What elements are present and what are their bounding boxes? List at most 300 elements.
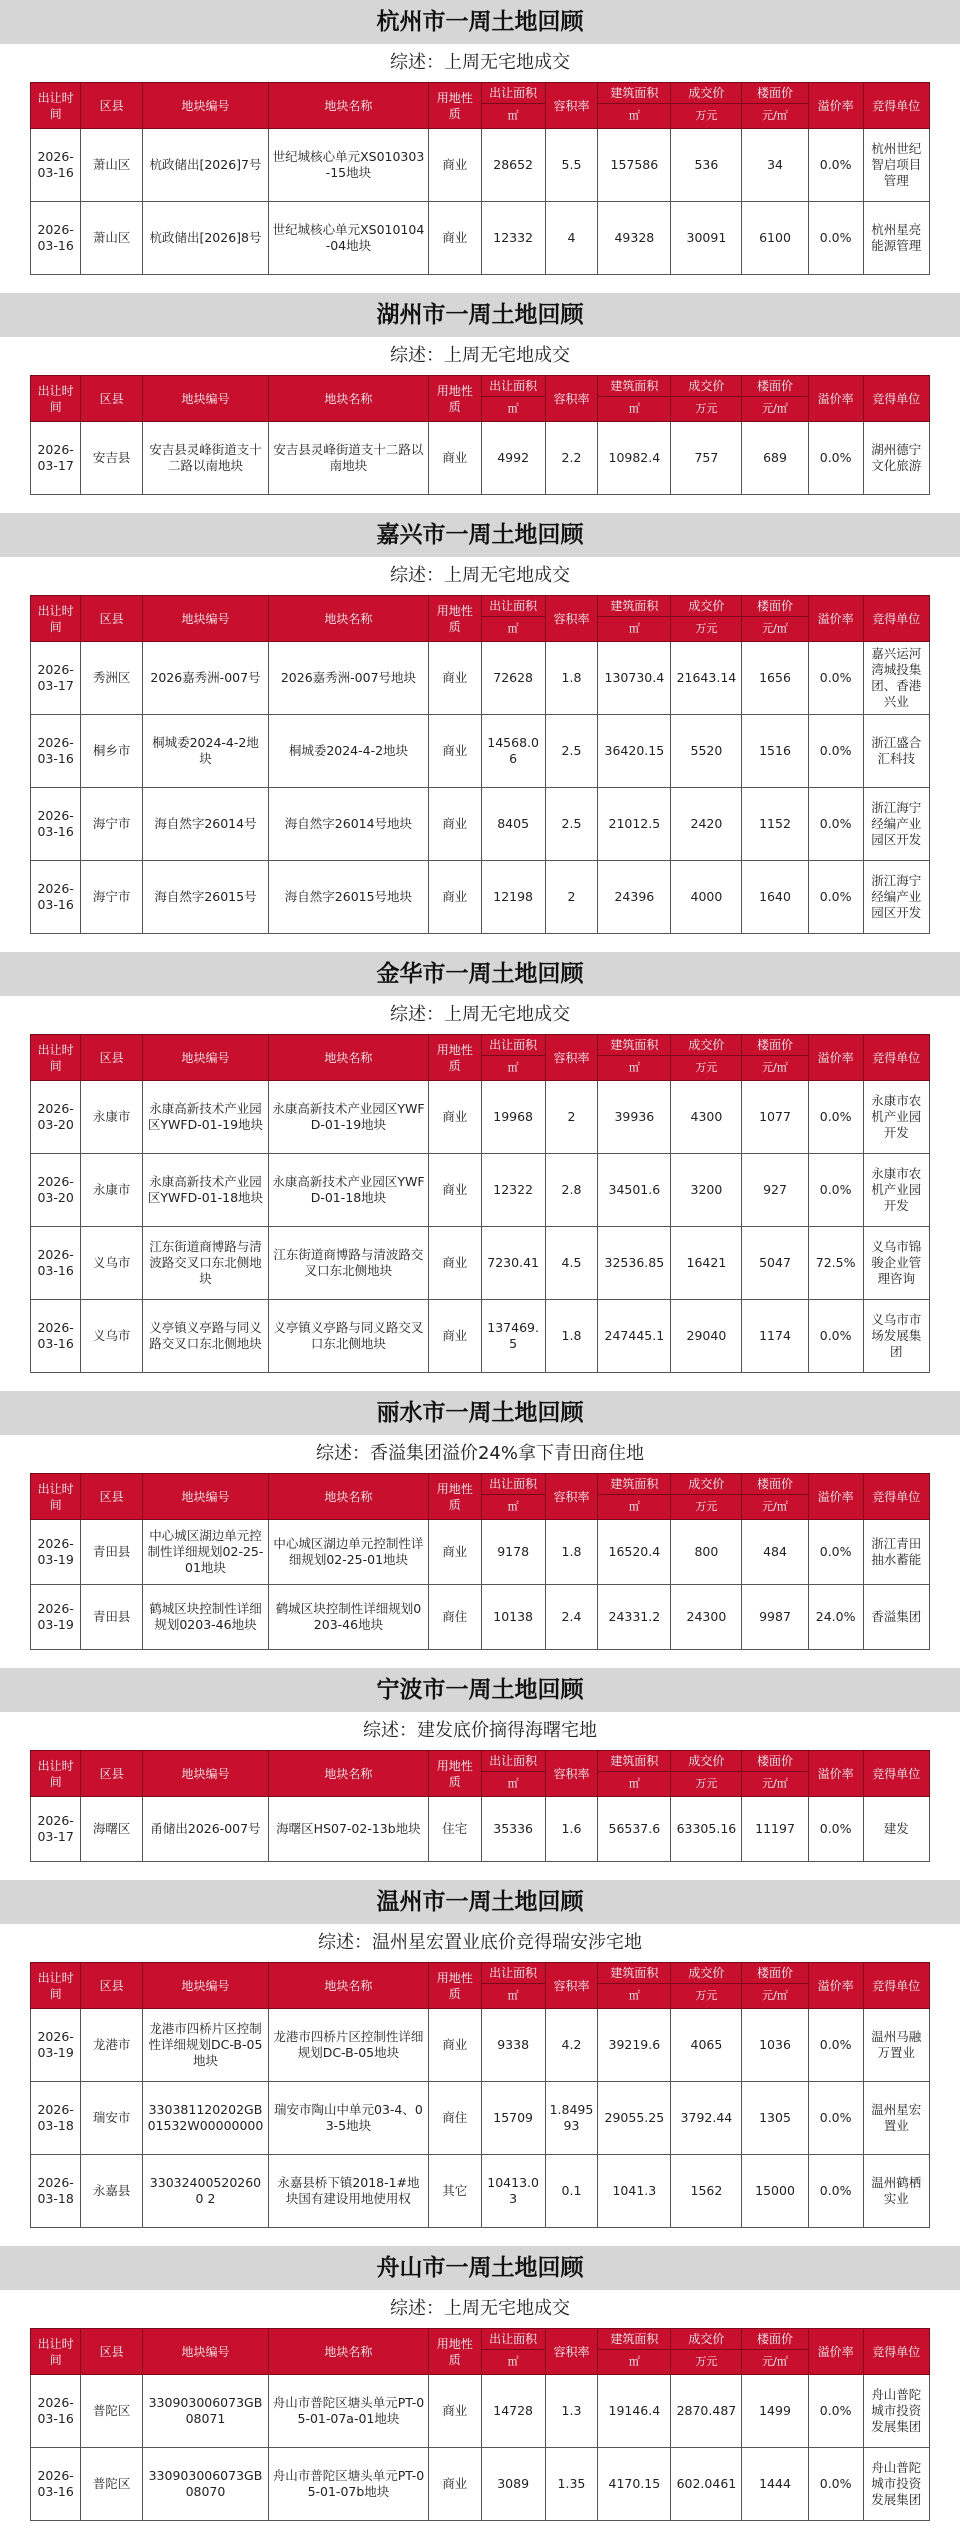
cell-price: 5520 <box>671 715 742 788</box>
cell-date: 2026-03-16 <box>31 715 81 788</box>
cell-far: 1.8 <box>545 642 598 715</box>
cell-date: 2026-03-16 <box>31 129 81 202</box>
cell-price: 757 <box>671 422 742 495</box>
cell-code: 桐城委2024-4-2地块 <box>143 715 269 788</box>
cell-floor: 6100 <box>742 202 808 275</box>
unit-header: ㎡ <box>481 2350 545 2375</box>
column-header-floor: 楼面价 <box>742 83 808 104</box>
table-row <box>31 1154 930 1227</box>
cell-use: 商业 <box>429 2448 482 2521</box>
cell-far: 1.849593 <box>545 2082 598 2155</box>
cell-premium: 0.0% <box>808 1797 863 1862</box>
cell-date: 2026-03-16 <box>31 788 81 861</box>
cell-floor: 15000 <box>742 2155 808 2228</box>
cell-floor: 1077 <box>742 1081 808 1154</box>
land-table <box>30 1750 930 1862</box>
cell-district: 秀洲区 <box>81 642 143 715</box>
cell-name: 永嘉县桥下镇2018-1#地块国有建设用地使用权 <box>268 2155 428 2228</box>
cell-use: 商业 <box>429 1227 482 1300</box>
column-header-winner: 竞得单位 <box>863 83 929 129</box>
cell-area: 35336 <box>481 1797 545 1862</box>
column-header-name: 地块名称 <box>268 1751 428 1797</box>
cell-use: 商业 <box>429 129 482 202</box>
column-header-date: 出让时间 <box>31 376 81 422</box>
cell-price: 29040 <box>671 1300 742 1373</box>
cell-winner: 义乌市锦骏企业管理咨询 <box>863 1227 929 1300</box>
cell-area: 10138 <box>481 1585 545 1650</box>
column-header-winner: 竞得单位 <box>863 1035 929 1081</box>
unit-header: ㎡ <box>481 1056 545 1081</box>
cell-area: 12332 <box>481 202 545 275</box>
unit-header: 元/㎡ <box>742 617 808 642</box>
cell-price: 3200 <box>671 1154 742 1227</box>
cell-name: 舟山市普陀区塘头单元PT-05-01-07a-01地块 <box>268 2375 428 2448</box>
unit-header: 万元 <box>671 1495 742 1520</box>
column-header-build: 建筑面积 <box>598 1474 671 1495</box>
city-section <box>0 952 960 1373</box>
cell-build: 36420.15 <box>598 715 671 788</box>
unit-header: ㎡ <box>481 1772 545 1797</box>
cell-name: 永康高新技术产业园区YWFD-01-19地块 <box>268 1081 428 1154</box>
cell-build: 24396 <box>598 861 671 934</box>
cell-district: 普陀区 <box>81 2375 143 2448</box>
cell-code: 杭政储出[2026]7号 <box>143 129 269 202</box>
cell-date: 2026-03-19 <box>31 1520 81 1585</box>
table-row <box>31 715 930 788</box>
cell-use: 商业 <box>429 2009 482 2082</box>
cell-winner: 温州星宏置业 <box>863 2082 929 2155</box>
cell-winner: 嘉兴运河湾城投集团、香港兴业 <box>863 642 929 715</box>
column-header-premium: 溢价率 <box>808 2329 863 2375</box>
unit-header: ㎡ <box>481 397 545 422</box>
cell-winner: 浙江海宁经编产业园区开发 <box>863 861 929 934</box>
column-header-far: 容积率 <box>545 596 598 642</box>
column-header-use: 用地性质 <box>429 1963 482 2009</box>
section-summary: 综述：上周无宅地成交 <box>390 52 570 73</box>
cell-district: 海宁市 <box>81 788 143 861</box>
cell-name: 舟山市普陀区塘头单元PT-05-01-07b地块 <box>268 2448 428 2521</box>
column-header-floor: 楼面价 <box>742 1474 808 1495</box>
cell-date: 2026-03-16 <box>31 2375 81 2448</box>
section-summary: 综述：香溢集团溢价24%拿下青田商住地 <box>315 1443 644 1464</box>
column-header-code: 地块编号 <box>143 83 269 129</box>
cell-area: 8405 <box>481 788 545 861</box>
unit-header: ㎡ <box>598 1984 671 2009</box>
cell-winner: 温州鹤栖实业 <box>863 2155 929 2228</box>
cell-date: 2026-03-16 <box>31 1300 81 1373</box>
cell-build: 34501.6 <box>598 1154 671 1227</box>
column-header-name: 地块名称 <box>268 1963 428 2009</box>
cell-name: 海自然字26014号地块 <box>268 788 428 861</box>
column-header-far: 容积率 <box>545 1963 598 2009</box>
cell-use: 商业 <box>429 642 482 715</box>
cell-district: 义乌市 <box>81 1300 143 1373</box>
cell-winner: 香溢集团 <box>863 1585 929 1650</box>
cell-area: 4992 <box>481 422 545 495</box>
cell-premium: 0.0% <box>808 642 863 715</box>
column-header-price: 成交价 <box>671 2329 742 2350</box>
column-header-winner: 竞得单位 <box>863 2329 929 2375</box>
cell-code: 杭政储出[2026]8号 <box>143 202 269 275</box>
cell-winner: 建发 <box>863 1797 929 1862</box>
column-header-build: 建筑面积 <box>598 83 671 104</box>
cell-floor: 5047 <box>742 1227 808 1300</box>
column-header-price: 成交价 <box>671 1963 742 1984</box>
cell-price: 3792.44 <box>671 2082 742 2155</box>
column-header-date: 出让时间 <box>31 1963 81 2009</box>
cell-far: 2.5 <box>545 715 598 788</box>
table-row <box>31 129 930 202</box>
table-row <box>31 422 930 495</box>
table-row <box>31 2155 930 2228</box>
table-row <box>31 2448 930 2521</box>
cell-area: 14568.06 <box>481 715 545 788</box>
cell-floor: 1499 <box>742 2375 808 2448</box>
column-header-district: 区县 <box>81 83 143 129</box>
cell-district: 永康市 <box>81 1081 143 1154</box>
column-header-code: 地块编号 <box>143 1474 269 1520</box>
unit-header: ㎡ <box>481 104 545 129</box>
cell-district: 普陀区 <box>81 2448 143 2521</box>
unit-header: 元/㎡ <box>742 1984 808 2009</box>
cell-name: 义亭镇义亭路与同义路交叉口东北侧地块 <box>268 1300 428 1373</box>
cell-build: 4170.15 <box>598 2448 671 2521</box>
cell-district: 龙港市 <box>81 2009 143 2082</box>
unit-header: 万元 <box>671 2350 742 2375</box>
cell-premium: 0.0% <box>808 1081 863 1154</box>
unit-header: 万元 <box>671 1984 742 2009</box>
cell-code: 330324005202600 2 <box>143 2155 269 2228</box>
column-header-use: 用地性质 <box>429 1751 482 1797</box>
column-header-build: 建筑面积 <box>598 1751 671 1772</box>
cell-use: 商住 <box>429 1585 482 1650</box>
cell-area: 15709 <box>481 2082 545 2155</box>
unit-header: ㎡ <box>598 1056 671 1081</box>
cell-use: 其它 <box>429 2155 482 2228</box>
cell-date: 2026-03-17 <box>31 1797 81 1862</box>
column-header-winner: 竞得单位 <box>863 596 929 642</box>
unit-header: 万元 <box>671 397 742 422</box>
cell-price: 2870.487 <box>671 2375 742 2448</box>
column-header-build: 建筑面积 <box>598 1035 671 1056</box>
cell-district: 萧山区 <box>81 202 143 275</box>
column-header-premium: 溢价率 <box>808 83 863 129</box>
unit-header: 元/㎡ <box>742 2350 808 2375</box>
cell-floor: 1305 <box>742 2082 808 2155</box>
unit-header: ㎡ <box>598 1495 671 1520</box>
column-header-use: 用地性质 <box>429 376 482 422</box>
cell-district: 永嘉县 <box>81 2155 143 2228</box>
column-header-far: 容积率 <box>545 2329 598 2375</box>
cell-use: 商业 <box>429 1154 482 1227</box>
cell-price: 63305.16 <box>671 1797 742 1862</box>
cell-name: 桐城委2024-4-2地块 <box>268 715 428 788</box>
unit-header: 万元 <box>671 104 742 129</box>
cell-build: 21012.5 <box>598 788 671 861</box>
unit-header: 元/㎡ <box>742 1056 808 1081</box>
cell-premium: 0.0% <box>808 2155 863 2228</box>
cell-premium: 24.0% <box>808 1585 863 1650</box>
column-header-far: 容积率 <box>545 83 598 129</box>
cell-use: 商业 <box>429 1081 482 1154</box>
unit-header: 元/㎡ <box>742 1495 808 1520</box>
cell-premium: 0.0% <box>808 2375 863 2448</box>
cell-far: 1.8 <box>545 1300 598 1373</box>
section-title: 宁波市一周土地回顾 <box>0 1668 960 1712</box>
city-section <box>0 2246 960 2521</box>
cell-name: 永康高新技术产业园区YWFD-01-18地块 <box>268 1154 428 1227</box>
column-header-date: 出让时间 <box>31 1751 81 1797</box>
cell-floor: 1444 <box>742 2448 808 2521</box>
column-header-date: 出让时间 <box>31 596 81 642</box>
column-header-district: 区县 <box>81 1751 143 1797</box>
table-row <box>31 1585 930 1650</box>
column-header-area: 出让面积 <box>481 1474 545 1495</box>
unit-header: 万元 <box>671 617 742 642</box>
cell-date: 2026-03-17 <box>31 642 81 715</box>
cell-price: 2420 <box>671 788 742 861</box>
column-header-use: 用地性质 <box>429 596 482 642</box>
cell-far: 2.4 <box>545 1585 598 1650</box>
cell-name: 江东街道商博路与清波路交叉口东北侧地块 <box>268 1227 428 1300</box>
cell-premium: 0.0% <box>808 1300 863 1373</box>
cell-name: 海曙区HS07-02-13b地块 <box>268 1797 428 1862</box>
cell-name: 龙港市四桥片区控制性详细规划DC-B-05地块 <box>268 2009 428 2082</box>
cell-use: 商业 <box>429 1300 482 1373</box>
cell-name: 世纪城核心单元XS010104-04地块 <box>268 202 428 275</box>
cell-use: 住宅 <box>429 1797 482 1862</box>
cell-winner: 杭州世纪智启项目管理 <box>863 129 929 202</box>
column-header-name: 地块名称 <box>268 596 428 642</box>
cell-far: 2 <box>545 861 598 934</box>
cell-price: 800 <box>671 1520 742 1585</box>
cell-name: 中心城区湖边单元控制性详细规划02-25-01地块 <box>268 1520 428 1585</box>
cell-premium: 0.0% <box>808 715 863 788</box>
cell-price: 536 <box>671 129 742 202</box>
cell-use: 商业 <box>429 202 482 275</box>
cell-area: 3089 <box>481 2448 545 2521</box>
cell-price: 24300 <box>671 1585 742 1650</box>
column-header-area: 出让面积 <box>481 376 545 397</box>
column-header-name: 地块名称 <box>268 1035 428 1081</box>
table-row <box>31 1300 930 1373</box>
column-header-code: 地块编号 <box>143 376 269 422</box>
cell-floor: 1036 <box>742 2009 808 2082</box>
cell-area: 12198 <box>481 861 545 934</box>
section-title: 丽水市一周土地回顾 <box>0 1391 960 1435</box>
cell-area: 72628 <box>481 642 545 715</box>
section-title: 金华市一周土地回顾 <box>0 952 960 996</box>
cell-build: 39936 <box>598 1081 671 1154</box>
cell-winner: 舟山普陀城市投资发展集团 <box>863 2375 929 2448</box>
cell-code: 甬储出2026-007号 <box>143 1797 269 1862</box>
column-header-build: 建筑面积 <box>598 2329 671 2350</box>
cell-winner: 义乌市市场发展集团 <box>863 1300 929 1373</box>
table-row <box>31 788 930 861</box>
cell-build: 247445.1 <box>598 1300 671 1373</box>
column-header-floor: 楼面价 <box>742 596 808 617</box>
cell-floor: 927 <box>742 1154 808 1227</box>
column-header-code: 地块编号 <box>143 1035 269 1081</box>
cell-code: 江东街道商博路与清波路交叉口东北侧地块 <box>143 1227 269 1300</box>
table-row <box>31 1081 930 1154</box>
cell-use: 商业 <box>429 715 482 788</box>
cell-price: 4000 <box>671 861 742 934</box>
cell-premium: 0.0% <box>808 1520 863 1585</box>
cell-far: 2.2 <box>545 422 598 495</box>
section-summary: 综述：上周无宅地成交 <box>390 565 570 586</box>
column-header-far: 容积率 <box>545 1474 598 1520</box>
column-header-far: 容积率 <box>545 1035 598 1081</box>
cell-build: 19146.4 <box>598 2375 671 2448</box>
unit-header: 万元 <box>671 1772 742 1797</box>
column-header-price: 成交价 <box>671 376 742 397</box>
cell-district: 萧山区 <box>81 129 143 202</box>
cell-winner: 舟山普陀城市投资发展集团 <box>863 2448 929 2521</box>
section-summary: 综述：建发底价摘得海曙宅地 <box>363 1720 597 1741</box>
cell-build: 32536.85 <box>598 1227 671 1300</box>
cell-premium: 0.0% <box>808 129 863 202</box>
column-header-premium: 溢价率 <box>808 1474 863 1520</box>
column-header-build: 建筑面积 <box>598 376 671 397</box>
cell-winner: 湖州德宁文化旅游 <box>863 422 929 495</box>
cell-district: 瑞安市 <box>81 2082 143 2155</box>
column-header-district: 区县 <box>81 376 143 422</box>
cell-price: 4065 <box>671 2009 742 2082</box>
cell-name: 海自然字26015号地块 <box>268 861 428 934</box>
table-row <box>31 861 930 934</box>
column-header-code: 地块编号 <box>143 1751 269 1797</box>
cell-winner: 永康市农机产业园开发 <box>863 1081 929 1154</box>
cell-price: 602.0461 <box>671 2448 742 2521</box>
column-header-floor: 楼面价 <box>742 1963 808 1984</box>
city-section <box>0 1391 960 1650</box>
column-header-floor: 楼面价 <box>742 376 808 397</box>
column-header-name: 地块名称 <box>268 1474 428 1520</box>
cell-premium: 72.5% <box>808 1227 863 1300</box>
cell-code: 义亭镇义亭路与同义路交叉口东北侧地块 <box>143 1300 269 1373</box>
land-table <box>30 595 930 934</box>
table-row <box>31 2082 930 2155</box>
cell-date: 2026-03-20 <box>31 1081 81 1154</box>
cell-name: 安吉县灵峰街道支十二路以南地块 <box>268 422 428 495</box>
cell-build: 10982.4 <box>598 422 671 495</box>
column-header-premium: 溢价率 <box>808 1963 863 2009</box>
cell-far: 4.5 <box>545 1227 598 1300</box>
cell-winner: 永康市农机产业园开发 <box>863 1154 929 1227</box>
cell-code: 海自然字26014号 <box>143 788 269 861</box>
city-section <box>0 513 960 934</box>
cell-date: 2026-03-16 <box>31 861 81 934</box>
column-header-winner: 竞得单位 <box>863 1751 929 1797</box>
cell-premium: 0.0% <box>808 2082 863 2155</box>
column-header-price: 成交价 <box>671 83 742 104</box>
column-header-premium: 溢价率 <box>808 1035 863 1081</box>
cell-date: 2026-03-20 <box>31 1154 81 1227</box>
column-header-use: 用地性质 <box>429 83 482 129</box>
column-header-premium: 溢价率 <box>808 376 863 422</box>
cell-premium: 0.0% <box>808 2448 863 2521</box>
cell-far: 0.1 <box>545 2155 598 2228</box>
cell-code: 永康高新技术产业园区YWFD-01-19地块 <box>143 1081 269 1154</box>
column-header-date: 出让时间 <box>31 2329 81 2375</box>
land-table <box>30 1962 930 2228</box>
cell-district: 青田县 <box>81 1520 143 1585</box>
cell-name: 瑞安市陶山中单元03-4、03-5地块 <box>268 2082 428 2155</box>
land-table <box>30 375 930 495</box>
cell-build: 56537.6 <box>598 1797 671 1862</box>
cell-area: 9178 <box>481 1520 545 1585</box>
table-row <box>31 1797 930 1862</box>
cell-use: 商业 <box>429 788 482 861</box>
cell-use: 商业 <box>429 422 482 495</box>
land-table <box>30 1473 930 1650</box>
cell-floor: 1516 <box>742 715 808 788</box>
section-summary: 综述：上周无宅地成交 <box>390 2298 570 2319</box>
table-row <box>31 642 930 715</box>
cell-date: 2026-03-18 <box>31 2155 81 2228</box>
cell-area: 12322 <box>481 1154 545 1227</box>
column-header-premium: 溢价率 <box>808 1751 863 1797</box>
column-header-far: 容积率 <box>545 376 598 422</box>
unit-header: 万元 <box>671 1056 742 1081</box>
cell-far: 2 <box>545 1081 598 1154</box>
column-header-area: 出让面积 <box>481 1751 545 1772</box>
cell-far: 1.8 <box>545 1520 598 1585</box>
city-section <box>0 1668 960 1862</box>
cell-floor: 9987 <box>742 1585 808 1650</box>
cell-build: 39219.6 <box>598 2009 671 2082</box>
cell-build: 16520.4 <box>598 1520 671 1585</box>
cell-use: 商业 <box>429 861 482 934</box>
column-header-winner: 竞得单位 <box>863 1963 929 2009</box>
cell-winner: 浙江海宁经编产业园区开发 <box>863 788 929 861</box>
cell-area: 10413.03 <box>481 2155 545 2228</box>
cell-premium: 0.0% <box>808 422 863 495</box>
cell-date: 2026-03-17 <box>31 422 81 495</box>
cell-build: 24331.2 <box>598 1585 671 1650</box>
cell-area: 137469.5 <box>481 1300 545 1373</box>
cell-build: 29055.25 <box>598 2082 671 2155</box>
column-header-district: 区县 <box>81 1474 143 1520</box>
column-header-district: 区县 <box>81 1963 143 2009</box>
cell-code: 永康高新技术产业园区YWFD-01-18地块 <box>143 1154 269 1227</box>
column-header-area: 出让面积 <box>481 1963 545 1984</box>
table-row <box>31 1227 930 1300</box>
column-header-floor: 楼面价 <box>742 1751 808 1772</box>
cell-floor: 1656 <box>742 642 808 715</box>
unit-header: ㎡ <box>598 1772 671 1797</box>
cell-district: 桐乡市 <box>81 715 143 788</box>
column-header-winner: 竞得单位 <box>863 376 929 422</box>
section-title: 嘉兴市一周土地回顾 <box>0 513 960 557</box>
cell-district: 义乌市 <box>81 1227 143 1300</box>
cell-district: 海宁市 <box>81 861 143 934</box>
section-title: 温州市一周土地回顾 <box>0 1880 960 1924</box>
cell-name: 世纪城核心单元XS010303-15地块 <box>268 129 428 202</box>
cell-premium: 0.0% <box>808 861 863 934</box>
cell-district: 永康市 <box>81 1154 143 1227</box>
land-table <box>30 82 930 275</box>
column-header-area: 出让面积 <box>481 83 545 104</box>
column-header-name: 地块名称 <box>268 83 428 129</box>
city-section <box>0 1880 960 2228</box>
unit-header: ㎡ <box>481 1495 545 1520</box>
column-header-code: 地块编号 <box>143 1963 269 2009</box>
cell-winner: 杭州星亮能源管理 <box>863 202 929 275</box>
cell-name: 2026嘉秀洲-007号地块 <box>268 642 428 715</box>
cell-floor: 484 <box>742 1520 808 1585</box>
